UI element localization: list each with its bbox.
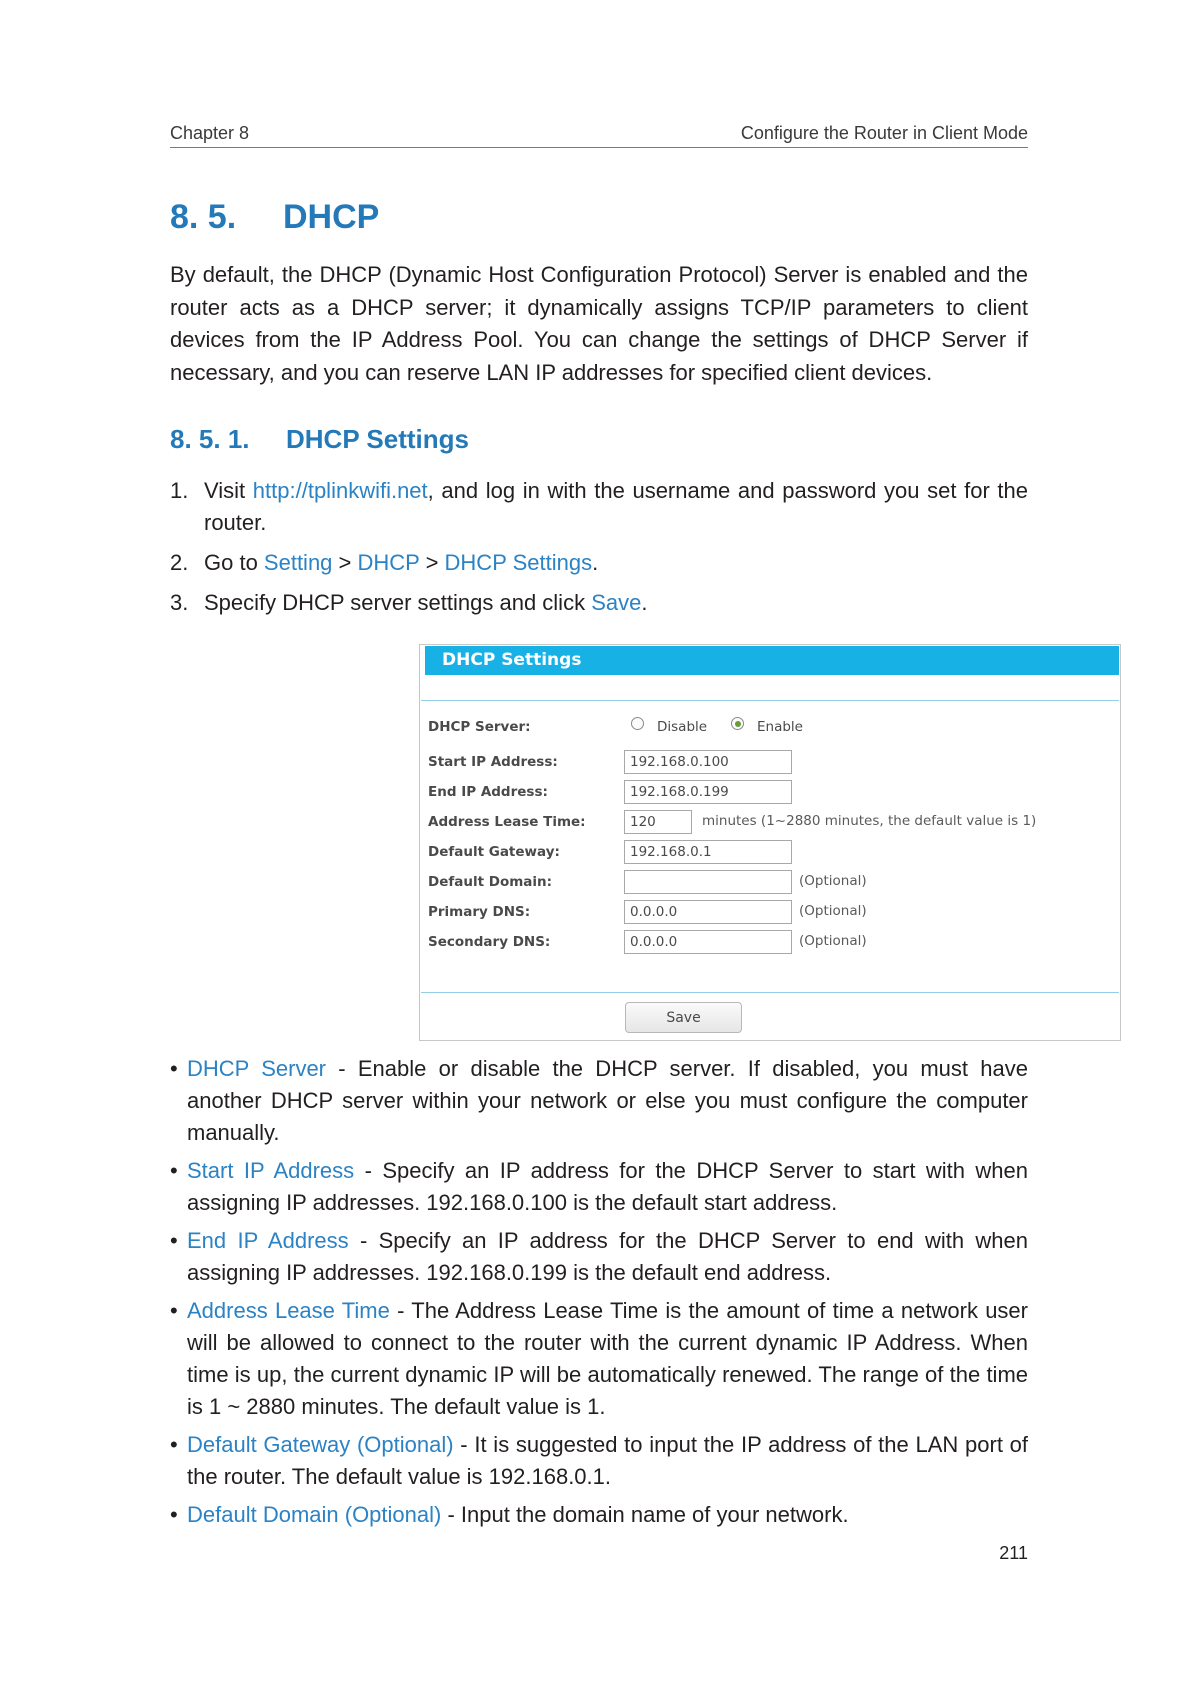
bullet-text: - Input the domain name of your network. bbox=[441, 1502, 849, 1527]
secondary-dns-label: Secondary DNS: bbox=[428, 934, 551, 950]
step-text: . bbox=[641, 590, 648, 615]
step-text: Visit bbox=[204, 478, 253, 503]
secondary-dns-input[interactable]: 0.0.0.0 bbox=[624, 930, 792, 954]
bullet-term: Default Domain (Optional) bbox=[187, 1502, 442, 1527]
bullet-item bbox=[170, 1155, 1028, 1219]
step-number: 3. bbox=[170, 590, 189, 615]
bullet-item bbox=[170, 1499, 1028, 1531]
dhcp-server-row bbox=[428, 715, 1108, 741]
step-text: , and log in with the username and password you set for the router. bbox=[204, 478, 1028, 535]
field-descriptions bbox=[170, 1053, 1028, 1537]
divider bbox=[421, 700, 1119, 701]
bullet-dot: • bbox=[170, 1228, 178, 1253]
intro-paragraph: By default, the DHCP (Dynamic Host Configuration Protocol) Server is enabled and the router acts as a DHCP server; it dynamically assigns TCP/IP parameters to client devices from the IP Address Pool. You can change the settings of DHCP Server if necessary, and you can reserve LAN IP addresses for specified client devices. bbox=[170, 262, 1028, 385]
disable-label: Disable bbox=[657, 719, 708, 735]
end-ip-row bbox=[428, 780, 1108, 806]
gateway-input[interactable]: 192.168.0.1 bbox=[624, 840, 792, 864]
chapter-label: Chapter 8 bbox=[170, 123, 250, 143]
bullet-text: - It is suggested to input the IP address of the LAN port of the router. The default value is 192.168.0.1. bbox=[187, 1432, 1029, 1489]
primary-dns-label: Primary DNS: bbox=[428, 904, 531, 920]
primary-dns-row bbox=[428, 900, 1108, 926]
setting-link[interactable]: Setting bbox=[263, 550, 333, 575]
optional-note: (Optional) bbox=[799, 903, 867, 919]
disable-radio[interactable] bbox=[631, 717, 644, 730]
step-2 bbox=[170, 547, 1028, 579]
start-ip-input[interactable]: 192.168.0.100 bbox=[624, 750, 792, 774]
secondary-dns-row bbox=[428, 930, 1108, 956]
bullet-term: Default Gateway (Optional) bbox=[187, 1432, 454, 1457]
steps-list bbox=[170, 475, 1028, 627]
bullet-dot: • bbox=[170, 1432, 178, 1457]
panel-title: DHCP Settings bbox=[425, 646, 1119, 675]
optional-note: (Optional) bbox=[799, 933, 867, 949]
primary-dns-input[interactable]: 0.0.0.0 bbox=[624, 900, 792, 924]
divider bbox=[421, 992, 1119, 993]
domain-label: Default Domain: bbox=[428, 874, 553, 890]
step-3 bbox=[170, 587, 1028, 619]
lease-time-note: minutes (1~2880 minutes, the default value is 1) bbox=[702, 813, 1037, 829]
subsection-number: 8. 5. 1. bbox=[170, 424, 250, 454]
bullet-term: Address Lease Time bbox=[187, 1298, 390, 1323]
subsection-heading bbox=[170, 424, 469, 455]
end-ip-input[interactable]: 192.168.0.199 bbox=[624, 780, 792, 804]
bullet-dot: • bbox=[170, 1298, 178, 1323]
save-button[interactable]: Save bbox=[625, 1002, 742, 1033]
page-number: 211 bbox=[999, 1543, 1028, 1563]
enable-label: Enable bbox=[757, 719, 803, 735]
bullet-item bbox=[170, 1053, 1028, 1149]
section-number: 8. 5. bbox=[170, 198, 237, 236]
section-heading bbox=[170, 198, 379, 237]
start-ip-row bbox=[428, 750, 1108, 776]
dhcp-settings-panel bbox=[419, 644, 1121, 1041]
tplinkwifi-link[interactable]: http://tplinkwifi.net bbox=[252, 478, 428, 503]
domain-input[interactable] bbox=[624, 870, 792, 894]
bullet-item bbox=[170, 1295, 1028, 1423]
bullet-text: - Specify an IP address for the DHCP Server to end with when assigning IP addresses. 192.168.0.199 is the default end address. bbox=[187, 1228, 1028, 1285]
bullet-text: - The Address Lease Time is the amount of time a network user will be allowed to connect to the router with the current dynamic IP Address. When time is up, the current dynamic IP will be automatically renewed. The range of the time is 1 ~ 2880 minutes. The default value is 1. bbox=[187, 1298, 1028, 1419]
bullet-term: End IP Address bbox=[187, 1228, 349, 1253]
step-number: 1. bbox=[170, 478, 189, 503]
subsection-title: DHCP Settings bbox=[286, 424, 469, 454]
bullet-dot: • bbox=[170, 1056, 178, 1081]
bullet-term: DHCP Server bbox=[187, 1056, 327, 1081]
lease-time-row bbox=[428, 810, 1108, 836]
bullet-item bbox=[170, 1225, 1028, 1289]
save-link[interactable]: Save bbox=[591, 590, 642, 615]
step-text: Go to bbox=[204, 550, 264, 575]
step-text: Specify DHCP server settings and click bbox=[204, 590, 592, 615]
step-text: . bbox=[592, 550, 599, 575]
dhcp-server-label: DHCP Server: bbox=[428, 719, 531, 735]
chapter-title: Configure the Router in Client Mode bbox=[740, 123, 1028, 143]
breadcrumb-separator: > bbox=[419, 550, 445, 575]
start-ip-label: Start IP Address: bbox=[428, 754, 558, 770]
enable-radio[interactable] bbox=[731, 717, 744, 730]
bullet-term: Start IP Address bbox=[187, 1158, 355, 1183]
dhcp-settings-link[interactable]: DHCP Settings bbox=[444, 550, 593, 575]
lease-time-label: Address Lease Time: bbox=[428, 814, 586, 830]
bullet-text: - Specify an IP address for the DHCP Server to start with when assigning IP addresses. 192.168.0.100 is the default start address. bbox=[187, 1158, 1028, 1215]
domain-row bbox=[428, 870, 1108, 896]
breadcrumb-separator: > bbox=[332, 550, 358, 575]
gateway-label: Default Gateway: bbox=[428, 844, 560, 860]
bullet-dot: • bbox=[170, 1158, 178, 1183]
bullet-item bbox=[170, 1429, 1028, 1493]
bullet-text: - Enable or disable the DHCP server. If disabled, you must have another DHCP server within your network or else you must configure the computer manually. bbox=[187, 1056, 1029, 1145]
section-title: DHCP bbox=[283, 198, 380, 236]
end-ip-label: End IP Address: bbox=[428, 784, 548, 800]
optional-note: (Optional) bbox=[799, 873, 867, 889]
lease-time-input[interactable]: 120 bbox=[624, 810, 692, 834]
running-header bbox=[170, 119, 1028, 148]
step-1 bbox=[170, 475, 1028, 539]
gateway-row bbox=[428, 840, 1108, 866]
dhcp-link[interactable]: DHCP bbox=[357, 550, 420, 575]
step-number: 2. bbox=[170, 550, 189, 575]
bullet-dot: • bbox=[170, 1502, 178, 1527]
